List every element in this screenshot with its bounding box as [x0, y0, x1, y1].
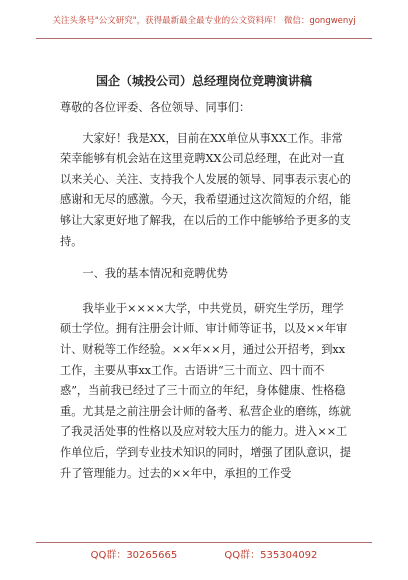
header-divider	[36, 38, 372, 39]
footer	[0, 546, 408, 561]
footer-qq-group-1: QQ群：30265665	[90, 550, 178, 561]
header-note: 关注头条号"公文研究"，获得最新最全最专业的公文资料库！ 微信：gongwenyj	[52, 16, 356, 26]
section-heading: 一、我的基本情况和竞聘优势	[82, 267, 228, 281]
section-paragraph: 我毕业于××××大学，中共党员，研究生学历，理学硕士学位。拥有注册会计师、审计师等证书，以及××年审计、财税等工作经验。××年××月，通过公开招考，到xx工作，主要从事xx工作。古语讲“三十而立、四十而不惑”，当前我已经过了三十而立的年纪，身体健康、性格稳重。尤其是之前注册会计师的备考、私营企业的磨练，练就了我灵活处事的性格以及应对较大压力的能力。进入××工作单位后，学到专业技术知识的同时，增强了团队意识，提升了管理能力。过去的××年中，承担的工作受	[60, 301, 351, 480]
document-body	[60, 98, 352, 484]
document-title: 国企（城投公司）总经理岗位竞聘演讲稿	[95, 74, 312, 88]
footer-qq-group-2: QQ群：535304092	[224, 550, 318, 561]
footer-divider	[36, 542, 372, 543]
intro-paragraph: 大家好！我是XX，目前在XX单位从事XX工作。非常荣幸能够有机会站在这里竞聘XX公司总经理，在此对一直以来关心、关注、支持我个人发展的领导、同事表示衷心的感谢和无尽的感激。今天，我希望通过这次简短的介绍，能够让大家更好地了解我，在以后的工作中能够给予更多的支持。	[60, 131, 351, 248]
greeting: 尊敬的各位评委、各位领导、同事们：	[60, 101, 251, 114]
